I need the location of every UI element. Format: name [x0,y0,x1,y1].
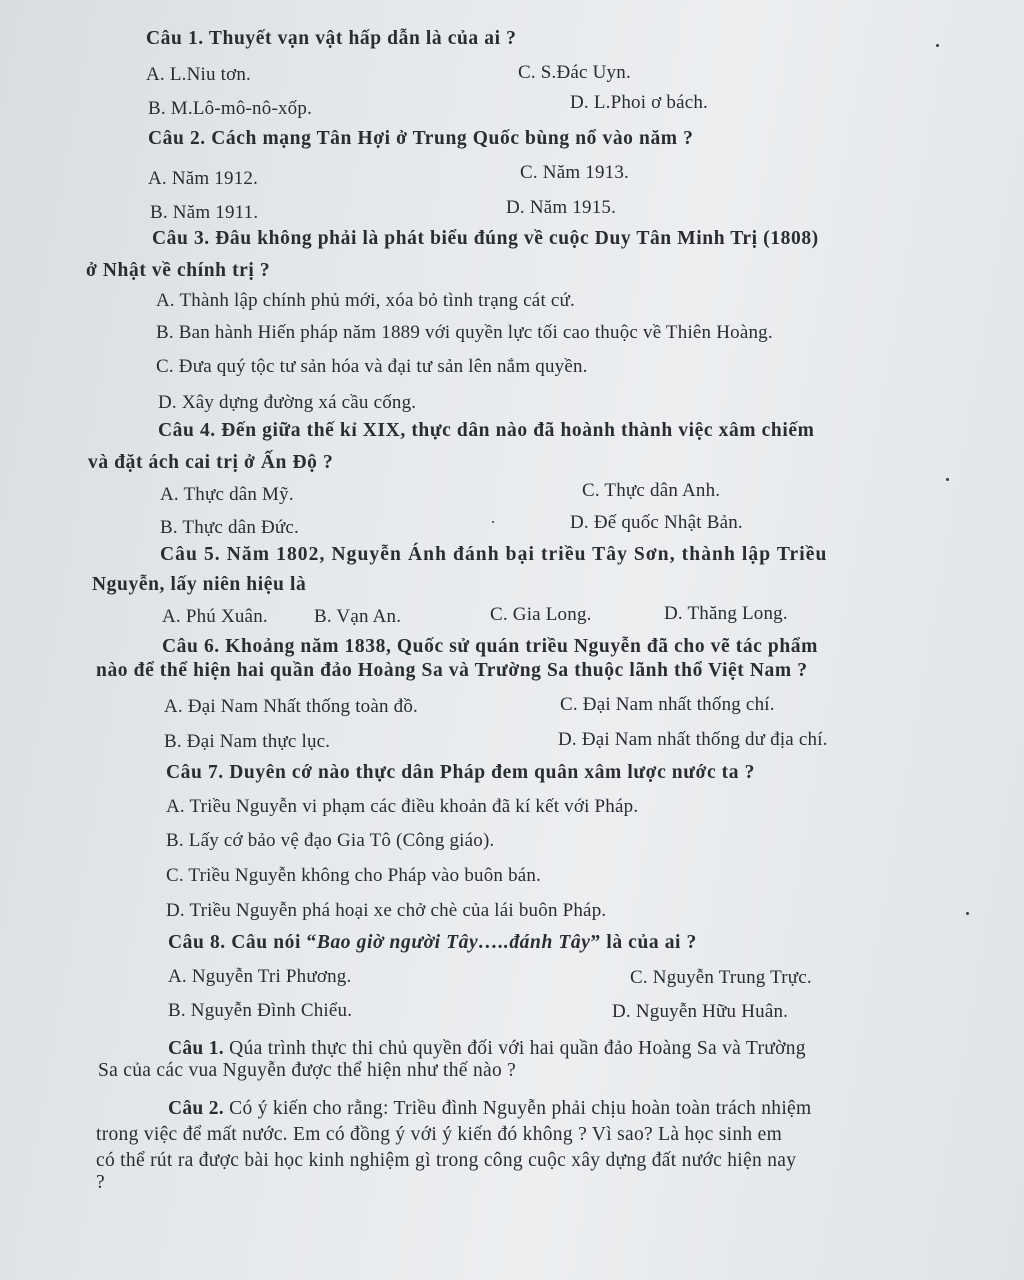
question-3-title-line-1: Câu 3. Đâu không phải là phát biểu đúng về cuộc Duy Tân Minh Trị (1808) [152,228,819,249]
question-7-option-c: C. Triều Nguyễn không cho Pháp vào buôn bán. [166,865,542,886]
essay-2-line-4: ? [96,1172,105,1193]
question-5-option-b: B. Vạn An. [314,606,402,627]
paper-speck [492,521,494,523]
question-6-title-line-2: nào để thể hiện hai quần đảo Hoàng Sa và Trường Sa thuộc lãnh thổ Việt Nam ? [96,660,808,681]
question-8-option-d: D. Nguyễn Hữu Huân. [612,1001,789,1022]
question-4-title-line-2: và đặt ách cai trị ở Ấn Độ ? [88,452,334,473]
essay-2-line-3: có thể rút ra được bài học kinh nghiệm gì trong công cuộc xây dựng đất nước hiện nay [96,1150,797,1171]
essay-2-text-1: Có ý kiến cho rằng: Triều đình Nguyễn phải chịu hoàn toàn trách nhiệm [223,1098,812,1119]
essay-2-line-1 [168,1098,811,1120]
question-4-option-c: C. Thực dân Anh. [582,480,721,501]
question-2-option-b: B. Năm 1911. [150,202,259,223]
paper-speck [946,478,949,481]
question-1-option-d: D. L.Phoi ơ bách. [570,92,708,113]
question-1-option-c: C. S.Đác Uyn. [518,62,631,83]
question-2-option-d: D. Năm 1915. [506,197,617,218]
question-8-title-suffix: ” là của ai ? [590,932,697,953]
question-8-option-b: B. Nguyễn Đình Chiểu. [168,1000,353,1021]
question-7-option-d: D. Triều Nguyễn phá hoại xe chở chè của lái buôn Pháp. [166,900,607,921]
question-6-option-b: B. Đại Nam thực lục. [164,731,331,752]
essay-1-line-2: Sa của các vua Nguyễn được thể hiện như thế nào ? [98,1060,517,1081]
question-4-option-d: D. Đế quốc Nhật Bản. [570,512,743,533]
essay-1-text-1: Qúa trình thực thi chủ quyền đối với hai quần đảo Hoàng Sa và Trường [223,1038,806,1059]
question-5-title-line-1: Câu 5. Năm 1802, Nguyễn Ánh đánh bại triều Tây Sơn, thành lập Triều [160,544,828,565]
question-6-option-c: C. Đại Nam nhất thống chí. [560,694,775,715]
question-2-option-c: C. Năm 1913. [520,162,630,183]
question-1-option-b: B. M.Lô-mô-nô-xốp. [148,98,313,119]
question-2-option-a: A. Năm 1912. [148,168,259,189]
question-4-title-line-1: Câu 4. Đến giữa thế kỉ XIX, thực dân nào đã hoành thành việc xâm chiếm [158,420,815,441]
question-1-title: Câu 1. Thuyết vạn vật hấp dẫn là của ai ? [146,28,517,49]
question-5-option-d: D. Thăng Long. [664,603,788,624]
question-6-option-a: A. Đại Nam Nhất thống toàn đồ. [164,696,419,717]
question-4-option-a: A. Thực dân Mỹ. [160,484,294,505]
question-5-option-a: A. Phú Xuân. [162,606,268,627]
question-7-option-b: B. Lấy cớ bảo vệ đạo Gia Tô (Công giáo). [166,830,495,851]
essay-2-label: Câu 2. [168,1098,224,1119]
question-8-option-a: A. Nguyễn Tri Phương. [168,966,352,987]
question-1-option-a: A. L.Niu tơn. [146,64,252,85]
question-3-title-line-2: ở Nhật về chính trị ? [86,260,271,281]
paper-speck [936,44,939,47]
question-4-option-b: B. Thực dân Đức. [160,517,300,538]
question-8-title-prefix: Câu 8. Câu nói “ [168,932,317,953]
essay-1-line-1 [168,1038,806,1060]
question-3-option-a: A. Thành lập chính phủ mới, xóa bỏ tình trạng cát cứ. [156,290,575,311]
paper-speck [966,912,969,915]
question-8-option-c: C. Nguyễn Trung Trực. [630,967,812,988]
question-8-title [168,932,697,954]
essay-2-line-2: trong việc để mất nước. Em có đồng ý với ý kiến đó không ? Vì sao? Là học sinh em [96,1124,783,1145]
question-2-title: Câu 2. Cách mạng Tân Hợi ở Trung Quốc bùng nổ vào năm ? [148,128,694,149]
question-6-title-line-1: Câu 6. Khoảng năm 1838, Quốc sử quán triều Nguyễn đã cho vẽ tác phẩm [162,636,818,657]
question-3-option-b: B. Ban hành Hiến pháp năm 1889 với quyền lực tối cao thuộc về Thiên Hoàng. [156,322,773,343]
question-5-option-c: C. Gia Long. [490,604,592,625]
question-5-title-line-2: Nguyễn, lấy niên hiệu là [92,574,307,595]
question-7-title: Câu 7. Duyên cớ nào thực dân Pháp đem quân xâm lược nước ta ? [166,762,755,783]
question-7-option-a: A. Triều Nguyễn vi phạm các điều khoản đã kí kết với Pháp. [166,796,639,817]
question-3-option-d: D. Xây dựng đường xá cầu cống. [158,392,417,413]
question-6-option-d: D. Đại Nam nhất thống dư địa chí. [558,729,828,750]
essay-1-label: Câu 1. [168,1038,224,1059]
question-3-option-c: C. Đưa quý tộc tư sản hóa và đại tư sản lên nắm quyền. [156,356,588,377]
question-8-title-quote: Bao giờ người Tây…..đánh Tây [316,932,591,953]
